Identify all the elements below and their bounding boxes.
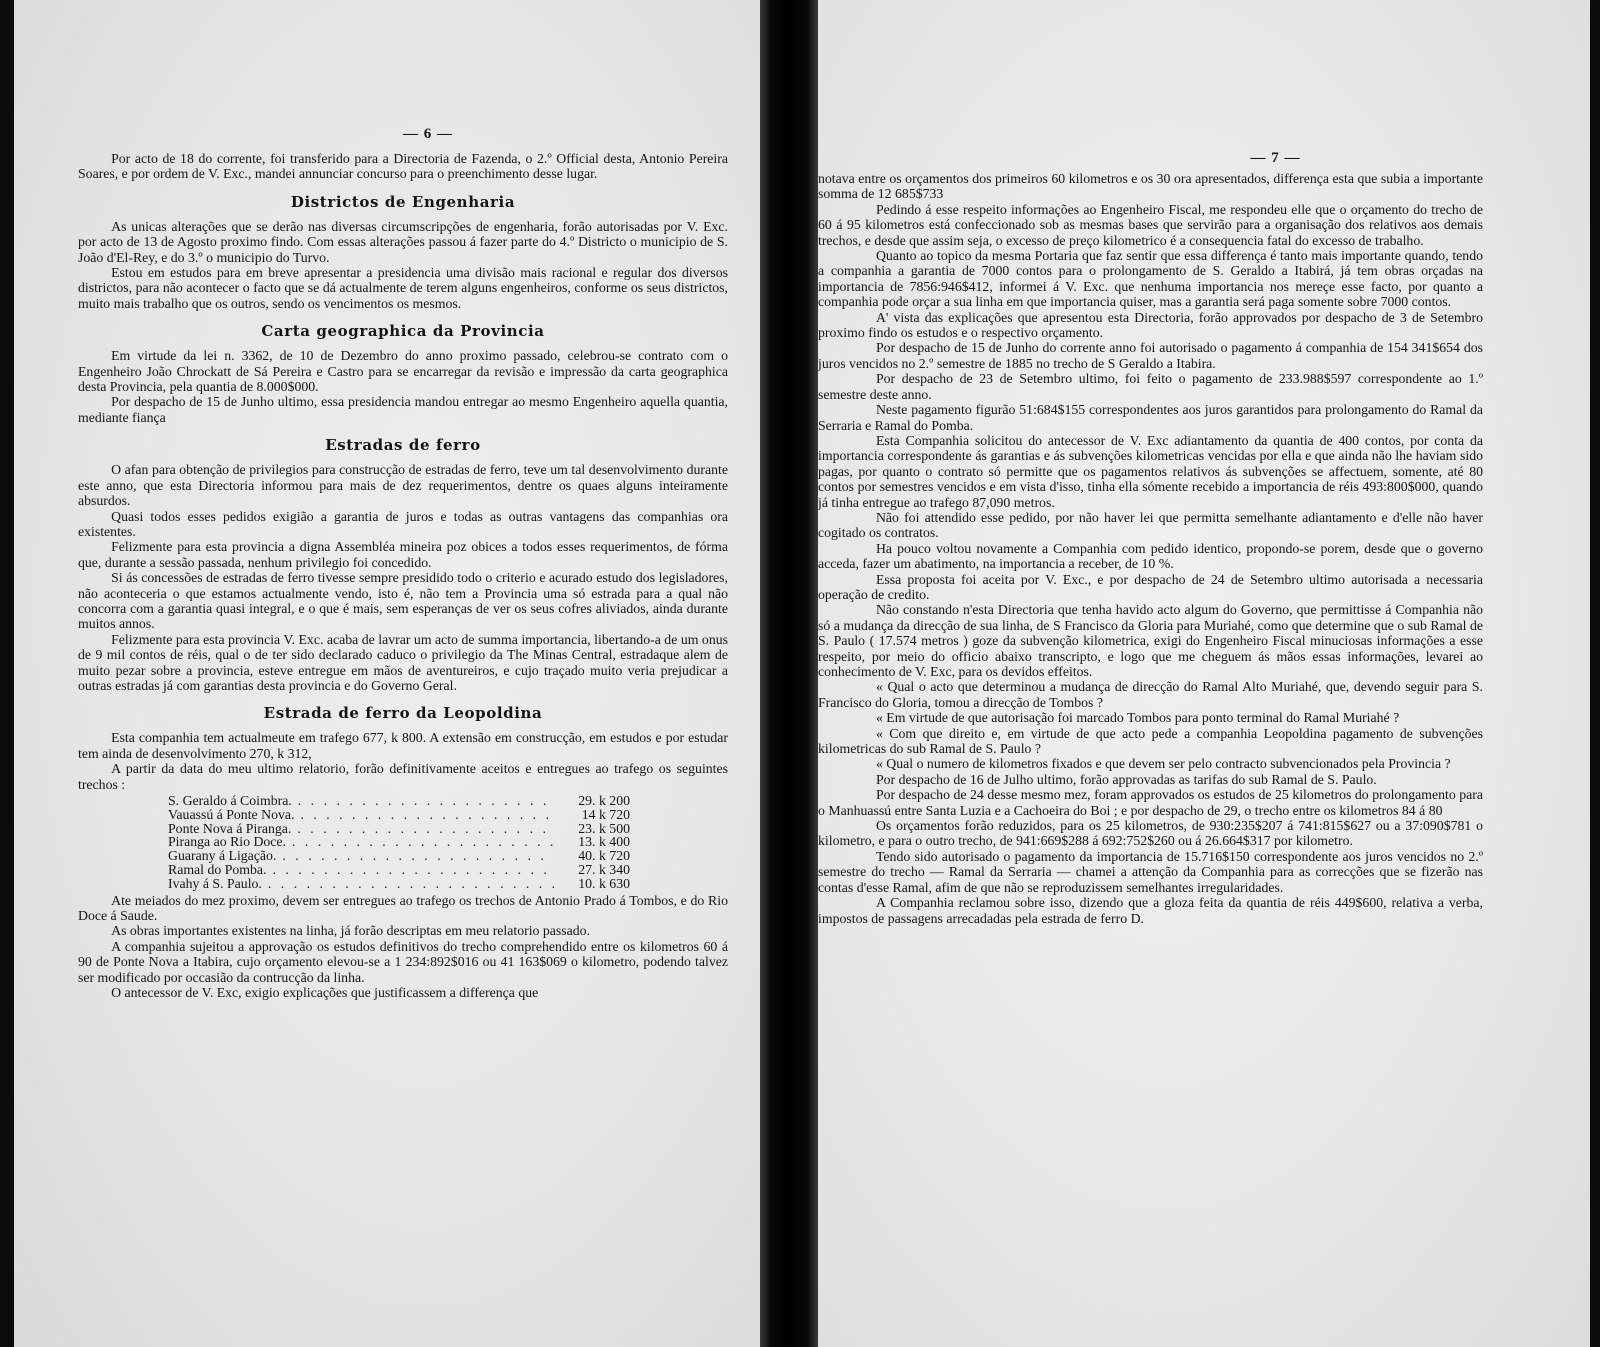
paragraph: O antecessor de V. Exc, exigio explicações que justificassem a differença que [111, 985, 539, 1001]
paragraph: Essa proposta foi aceita por V. Exc., e por despacho de 24 de Setembro ultimo autorisada a necessaria operação de credito. [818, 571, 1483, 602]
section-heading: Estradas de ferro [325, 436, 481, 455]
paragraph: Não constando n'esta Directoria que tenha havido acto algum do Governo, que permittisse á Companhia não só a mudança da direcção de sua linha, de S Francisco da Gloria para Muriahé, como que determine que o sub Ramal de S. Paulo ( 17.574 metros ) goze da subvenção kilometrica, exigi do Engenheiro Fiscal minuciosas informações a esse respeito, por meio do officio abaixo transcripto, e logo que me cheguem ás mãos essas informações, levarei ao conhecimento de V. Exc, para os devidos effeitos. [818, 602, 1483, 679]
list-item [168, 877, 630, 891]
paragraph: A companhia sujeitou a approvação os estudos definitivos do trecho comprehendido entre os kilometros 60 á 90 de Ponte Nova a Itabira, cujo orçamento elevou-se a 1 234:892$016 ou 41 163$069 o kilometro, podendo talvez ser modificado por occasião da contrucção da linha. [78, 938, 728, 985]
dot-leader [268, 877, 554, 891]
left-page-text [78, 126, 728, 1000]
paragraph: Quasi todos esses pedidos exigião a garantia de juros e todas as outras vantagens das companhias ora existentes. [78, 508, 728, 539]
paragraph: A Companhia reclamou sobre isso, dizendo que a gloza feita da quantia de réis 449$600, relativa a verba, impostos de passagens arrecadadas pela estrada de ferro D. [818, 895, 1483, 926]
paragraph: Esta companhia tem actualmeute em trafego 677, k 800. A extensão em construcção, em estudos e por estudar tem ainda de desenvolvimento 270, k 312, [78, 730, 728, 761]
paragraph: Ha pouco voltou novamente a Companhia com pedido identico, propondo-se porem, desde que o governo acceda, fazer um abatimento, na importancia a receber, de 10 %. [818, 540, 1483, 572]
paragraph: Quanto ao topico da mesma Portaria que faz sentir que essa differença é tanto mais importante quando, tendo a companhia a garantia de 7000 contos para o prolongamento de S. Geraldo a Itabirá, já tem obras orçadas na importancia de 7856:946$412, informei á V. Exc. que nenhuma importancia nos mereçe esse facto, por quanto a companhia pode orçar a sua linha em que importancia quiser, mas a garantia será paga somente sobre 7000 contos. [818, 248, 1483, 310]
paragraph: Neste pagamento figurão 51:684$155 correspondentes aos juros garantidos para prolongamento do Ramal da Serraria e Ramal do Pomba. [818, 402, 1483, 433]
quoted-question: « Qual o acto que determinou a mudança de direcção do Ramal Alto Muriahé, que, devendo seguir para S. Francisco do Gloria, tomou a direcção de Tombos ? [818, 679, 1483, 710]
section-heading: Districtos de Engenharia [290, 192, 516, 211]
quoted-question: « Qual o numero de kilometros fixados e que devem ser pelo contracto subvencionados pela Provincia ? [875, 756, 1451, 772]
section-heading: Estrada de ferro da Leopoldina [263, 704, 543, 723]
right-page [818, 0, 1590, 1347]
right-page-text [818, 150, 1483, 926]
paragraph: Por despacho de 16 de Julho ultimo, forão approvadas as tarifas do sub Ramal de S. Paulo. [875, 771, 1377, 787]
trecho-length: 29. k 200 [578, 793, 630, 808]
paragraph: notava entre os orçamentos dos primeiros 60 kilometros e os 30 ora apresentados, differença esta que subia a importante somma de 12 685$733 [818, 171, 1483, 202]
paragraph: Felizmente para esta provincia V. Exc. acaba de lavrar um acto de summa importancia, libertando-a de um onus de 9 mil contos de réis, qual o de ter sido declarado caduco o privilegio da The Minas Central, estradaque alem de muito pezar sobre a provincia, esteve entregue em mãos de aventureiros, e cujo traçado muito veria prejudicar a outras estradas já com garantias desta provincia e do Governo Geral. [78, 631, 728, 693]
paragraph: A partir da data do meu ultimo relatorio, forão definitivamente aceitos e entregues ao trafego os seguintes trechos : [78, 761, 728, 792]
list-item [168, 808, 630, 822]
trecho-name: Guarany á Ligação. [168, 848, 277, 864]
dot-leader [292, 835, 554, 849]
trecho-length: 13. k 400 [578, 834, 630, 850]
dot-leader [297, 822, 554, 836]
section-heading: Carta geographica da Provincia [261, 322, 545, 341]
list-item [168, 835, 630, 849]
paragraph: As unicas alterações que se derão nas diversas circumscripções de engenharia, forão autorisadas por V. Exc. por acto de 13 de Agosto proximo findo. Com essas alterações passou á fazer parte do 4.º Districto o municipio de S. João d'El-Rey, e do 3.º o municipio do Turvo. [78, 218, 728, 265]
paragraph: Por despacho de 24 desse mesmo mez, foram approvados os estudos de 25 kilometros do prolongamento para o Manhuassú entre Santa Luzia e a Cachoeira do Boi ; e por despacho de 29, o trecho entre os kilometros 84 á 80 [818, 787, 1483, 818]
quoted-question: « Com que direito e, em virtude de que acto pede a companhia Leopoldina pagamento de subvenções kilometricas do sub Ramal de S. Paulo ? [818, 725, 1483, 757]
dot-leader [298, 794, 554, 808]
trecho-length: 40. k 720 [578, 848, 630, 864]
trecho-name: Vauassú á Ponte Nova. [168, 806, 295, 822]
trecho-length: 27. k 340 [578, 861, 630, 877]
left-page [14, 0, 760, 1347]
trecho-name: Piranga ao Rio Doce. [168, 834, 287, 850]
paragraph: Esta Companhia solicitou do antecessor de V. Exc adiantamento da quantia de 400 contos, por conta da importancia correspondente ás garantias e ás subvenções kilometricas vencidas por ella e que ainda não lhe haviam sido pagas, por quanto o contrato só permitte que os pagamentos relativos ás subvenções se affectuem, somente, até 80 contos por semestres vencidos e em vista d'isso, tinha ella sómente recebido a importancia de réis 493:800$000, quando já tinha entregue ao trafego 87,090 metros. [818, 432, 1483, 510]
paragraph: Por despacho de 15 de Junho do corrente anno foi autorisado o pagamento á companhia de 154 341$654 dos juros vencidos no 2.º semestre de 1885 no trecho de S Geraldo a Itabira. [818, 340, 1483, 371]
paragraph: Felizmente para esta provincia a digna Assembléa mineira poz obices a todos esses requerimentos, de fórma que, durante a sessão passada, nenhum privilegio foi concedido. [78, 539, 728, 570]
list-item [168, 849, 630, 863]
list-item [168, 863, 630, 877]
book-spine-gutter [760, 0, 818, 1347]
paragraph: A' vista das explicações que apresentou esta Directoria, forão approvados por despacho de 3 de Setembro proximo findo os estudos e o respectivo orçamento. [818, 309, 1483, 341]
trecho-name: Ivahy á S. Paulo. [168, 875, 262, 891]
list-item [168, 794, 630, 808]
dot-leader [273, 863, 555, 877]
dot-leader [300, 808, 554, 822]
trechos-list [168, 794, 630, 891]
list-item [168, 822, 630, 836]
page-number: — 7 — [1250, 150, 1301, 166]
trecho-name: S. Geraldo á Coimbra. [168, 793, 292, 808]
paragraph: Por acto de 18 do corrente, foi transferido para a Directoria de Fazenda, o 2.º Official desta, Antonio Pereira Soares, e por ordem de V. Exc., mandei annunciar concurso para o preenchimento desse lugar. [78, 151, 728, 182]
trecho-length: 23. k 500 [578, 820, 630, 836]
paragraph: Os orçamentos forão reduzidos, para os 25 kilometros, de 930:235$207 á 741:815$627 ou a 37:090$781 o kilometro, e para o outro trecho, de 941:669$288 á 692:752$260 ou á 26.664$317 por kilometro. [818, 818, 1483, 849]
paragraph: Estou em estudos para em breve apresentar a presidencia uma divisão mais racional e regular dos diversos districtos, para não acontecer o facto que se dá actualmente de terem alguns engenheiros, conforme os seus districtos, muito mais trabalho que os outros, sendo os vencimentos os mesmos. [78, 265, 728, 311]
dot-leader [282, 849, 554, 863]
trecho-length: 14 k 720 [581, 806, 630, 822]
quoted-question: « Em virtude de que autorisação foi marcado Tombos para ponto terminal do Ramal Muriahé ? [875, 710, 1400, 726]
trecho-name: Ramal do Pomba. [168, 861, 267, 877]
paragraph: Tendo sido autorisado o pagamento da importancia de 15.716$150 correspondente aos juros vencidos no 2.º semestre do trecho — Ramal da Serraria — chamei a attenção da Companhia para as correcções que se fizerão nas contas d'esse Ramal, afim de que não se reproduzissem semelhantes irregularidades. [818, 848, 1483, 895]
paragraph: Em virtude da lei n. 3362, de 10 de Dezembro do anno proximo passado, celebrou-se contrato com o Engenheiro João Chrockatt de Sá Pereira e Castro para se encarregar da revisão e impressão da carta geographica desta Provincia, pela quantia de 8.000$000. [78, 348, 728, 395]
trecho-length: 10. k 630 [578, 875, 630, 891]
paragraph: Pedindo á esse respeito informações ao Engenheiro Fiscal, me respondeu elle que o orçamento do trecho de 60 á 95 kilometros está confeccionado sob as mesmas bases que servirão para a organisação dos relativos aos demais trechos, e desde que assim seja, o excesso de preço kilometrico é a consequencia fatal do excesso de trabalho. [818, 201, 1483, 248]
paragraph: Por despacho de 23 de Setembro ultimo, foi feito o pagamento de 233.988$597 correspondente ao 1.º semestre deste anno. [818, 371, 1483, 402]
page-number: — 6 — [403, 126, 453, 142]
paragraph: Não foi attendido esse pedido, por não haver lei que permitta semelhante adiantamento e d'elle não haver cogitado os contratos. [818, 509, 1483, 541]
trecho-name: Ponte Nova á Piranga. [168, 820, 292, 836]
paragraph: Por despacho de 15 de Junho ultimo, essa presidencia mandou entregar ao mesmo Engenheiro aquella quantia, mediante fiança [78, 394, 728, 425]
paragraph: As obras importantes existentes na linha, já forão descriptas em meu relatorio passado. [111, 923, 591, 939]
paragraph: O afan para obtenção de privilegios para construcção de estradas de ferro, teve um tal desenvolvimento durante este anno, que esta Directoria informou para mais de dez requerimentos, dentre os quaes alguns inteiramente absurdos. [78, 462, 728, 509]
paragraph: Si ás concessões de estradas de ferro tivesse sempre presidido todo o criterio e acurado estudo dos legisladores, não aconteceria o que estamos actualmente vendo, isto é, não tem a Provincia uma só estrada para a qual não concorra com a garantia quasi integral, e o que é mais, sem esperanças de ver os seus cofres aliviados, ainda durante muitos annos. [78, 570, 728, 632]
paragraph: Ate meiados do mez proximo, devem ser entregues ao trafego os trechos de Antonio Prado á Tombos, e do Rio Doce á Saude. [78, 892, 728, 923]
scan-border-left [0, 0, 14, 1347]
scan-border-right [1590, 0, 1600, 1347]
